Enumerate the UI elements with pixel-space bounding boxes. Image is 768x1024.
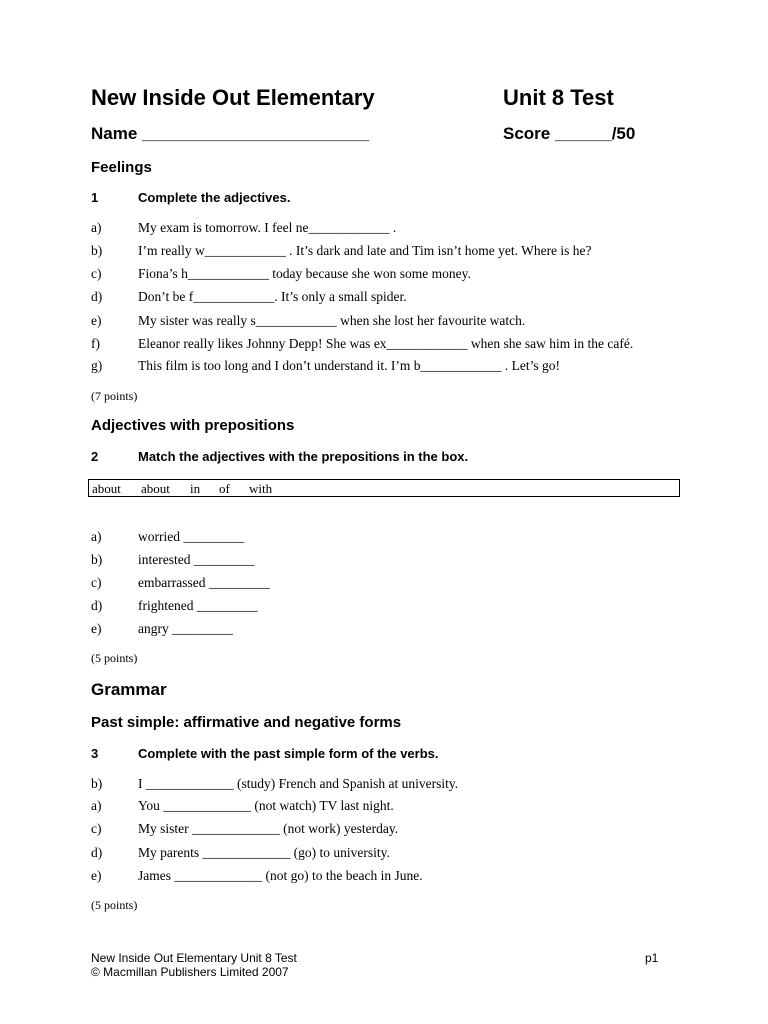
item-letter: b)	[91, 776, 103, 791]
item-text: worried _________	[138, 529, 245, 544]
item-letter: f)	[91, 336, 100, 351]
item-text: I’m really w____________ . It’s dark and late and Tim isn’t home yet. Where is he?	[138, 243, 592, 258]
section-heading-feelings: Feelings	[91, 159, 152, 176]
item-text: embarrassed _________	[138, 575, 270, 590]
item-letter: c)	[91, 575, 102, 590]
item-text: You _____________ (not watch) TV last night.	[138, 798, 394, 813]
footer-copyright: © Macmillan Publishers Limited 2007	[91, 965, 289, 979]
item-letter: d)	[91, 598, 103, 613]
item-text: Fiona’s h____________ today because she won some money.	[138, 266, 471, 281]
name-field-label: Name ________________________	[91, 124, 369, 143]
section-heading-grammar: Grammar	[91, 680, 167, 699]
item-letter: c)	[91, 821, 102, 836]
item-text: My sister was really s____________ when she lost her favourite watch.	[138, 313, 526, 328]
score-field-label: Score ______/50	[503, 124, 636, 143]
task-number: 2	[91, 449, 99, 464]
item-letter: e)	[91, 621, 102, 636]
points-label: (5 points)	[91, 651, 138, 665]
box-word: about	[141, 481, 170, 496]
item-text: My sister _____________ (not work) yesterday.	[138, 821, 399, 836]
task-number: 3	[91, 746, 99, 761]
item-letter: a)	[91, 220, 102, 235]
box-word: of	[219, 481, 230, 496]
box-word: with	[249, 481, 273, 496]
document-title: New Inside Out Elementary	[91, 85, 375, 110]
task-instruction: Complete the adjectives.	[138, 190, 291, 205]
item-letter: c)	[91, 266, 102, 281]
points-label: (5 points)	[91, 898, 138, 912]
box-word: about	[92, 481, 121, 496]
task-instruction: Complete with the past simple form of the verbs.	[138, 746, 439, 761]
item-letter: g)	[91, 358, 103, 373]
item-text: This film is too long and I don’t understand it. I’m b____________ . Let’s go!	[138, 358, 560, 373]
item-text: James _____________ (not go) to the beach in June.	[138, 868, 423, 883]
task-instruction: Match the adjectives with the prepositions in the box.	[138, 449, 469, 464]
item-letter: a)	[91, 529, 102, 544]
item-text: frightened _________	[138, 598, 258, 613]
item-text: Eleanor really likes Johnny Depp! She was ex____________ when she saw him in the café.	[138, 336, 634, 351]
item-letter: e)	[91, 868, 102, 883]
task-number: 1	[91, 190, 99, 205]
word-box	[88, 479, 680, 497]
footer-title: New Inside Out Elementary Unit 8 Test	[91, 951, 297, 965]
page-number: p1	[645, 951, 659, 965]
item-letter: d)	[91, 289, 103, 304]
item-text: My exam is tomorrow. I feel ne____________ .	[138, 220, 397, 235]
points-label: (7 points)	[91, 389, 138, 403]
item-text: I _____________ (study) French and Spanish at university.	[138, 776, 459, 791]
item-text: angry _________	[138, 621, 233, 636]
item-letter: d)	[91, 845, 103, 860]
box-word: in	[190, 481, 201, 496]
item-letter: b)	[91, 243, 103, 258]
item-text: My parents _____________ (go) to university.	[138, 845, 390, 860]
item-letter: b)	[91, 552, 103, 567]
section-heading-adjectives-prepositions: Adjectives with prepositions	[91, 417, 295, 434]
item-letter: e)	[91, 313, 102, 328]
unit-title: Unit 8 Test	[503, 85, 614, 110]
item-text: Don’t be f____________. It’s only a small spider.	[138, 289, 407, 304]
item-letter: a)	[91, 798, 102, 813]
item-text: interested _________	[138, 552, 255, 567]
section-subheading-past-simple: Past simple: affirmative and negative forms	[91, 714, 402, 731]
